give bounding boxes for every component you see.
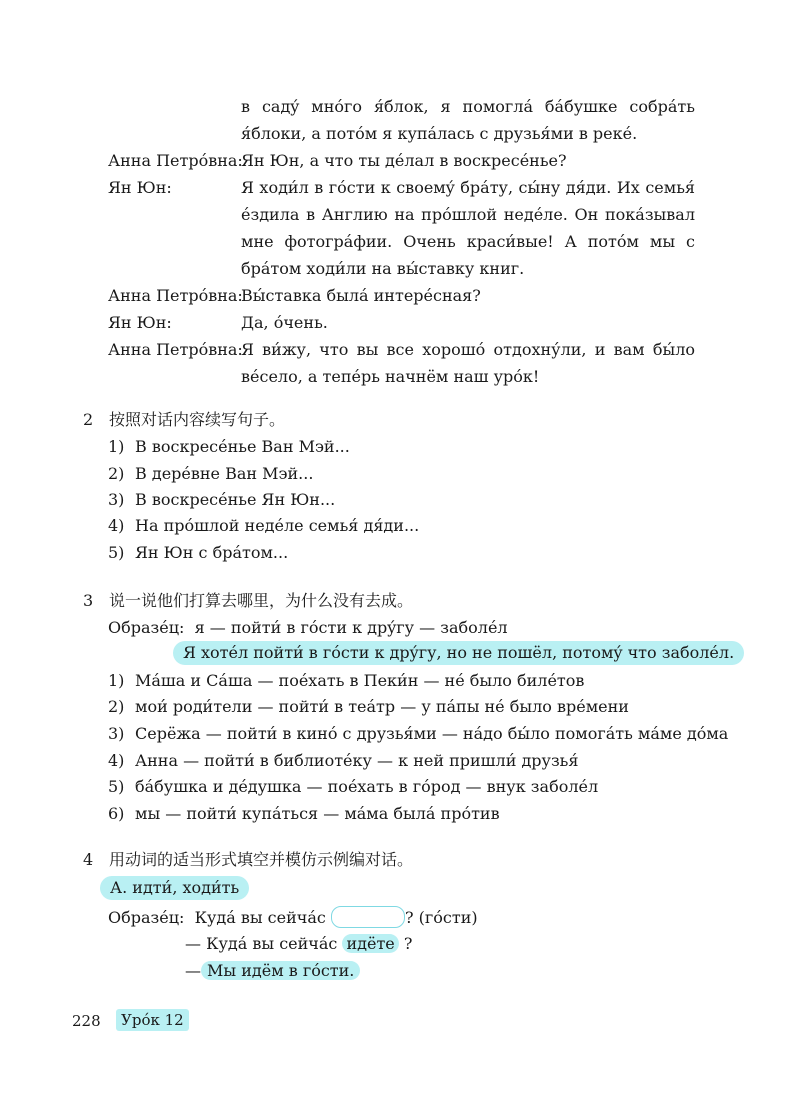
- list-item: [108, 669, 584, 693]
- exercise-number: 4: [83, 850, 94, 869]
- sample-answer: [173, 641, 744, 665]
- utterance: Я ви́жу, что вы все хорошó отдохну́ли, и вам бы́ло вéсело, а тепéрь начнём наш урóк!: [241, 340, 695, 386]
- list-item: [108, 435, 350, 459]
- sample-prompt: [108, 616, 508, 640]
- list-item: [108, 695, 629, 719]
- item-number: 6): [108, 804, 125, 823]
- item-number: 2): [108, 697, 125, 716]
- item-number: 4): [108, 751, 125, 770]
- item-text: мои́ роди́тели — пойти́ в теáтр — у пáпы нé было врéмени: [135, 697, 629, 716]
- list-item: [108, 514, 419, 538]
- item-number: 1): [108, 437, 125, 456]
- item-text: В воскресéнье Ван Мэй...: [135, 437, 350, 456]
- utterance: Ян Юн, а что ты дéлал в воскресéнье?: [241, 151, 567, 170]
- sample-text: ?: [403, 934, 413, 953]
- exercise-number: 3: [83, 591, 94, 610]
- utterance: в садý мнóго я́блок, я помоглá бáбушке собрáть я́блоки, а потóм я купáлась с друзья́ми в рекé.: [241, 97, 695, 143]
- list-item: [108, 462, 313, 486]
- exercise-instruction: 按照对话内容续写句子。: [109, 410, 286, 429]
- exercise-number: 2: [83, 410, 94, 429]
- sample-answer-text: Я хотéл пойти́ в гóсти к дрýгу, но не пошёл, потомý что заболéл.: [183, 643, 735, 662]
- item-text: В дерéвне Ван Мэй...: [135, 464, 314, 483]
- exercise-4-heading: [83, 848, 413, 872]
- sample-label: Образéц:: [108, 908, 185, 927]
- list-item: [108, 749, 578, 773]
- item-number: 1): [108, 671, 125, 690]
- item-text: На прóшлой недéле семья́ дя́ди...: [135, 516, 420, 535]
- sample-line-3: [185, 959, 360, 983]
- exercise-instruction: 用动词的适当形式填空并模仿示例编对话。: [109, 850, 414, 869]
- exercise-instruction: 说一说他们打算去哪里，为什么没有去成。: [109, 591, 414, 610]
- speaker-name: Ян Юн:: [108, 178, 172, 197]
- speaker-name: Анна Петрóвна:: [108, 151, 243, 170]
- item-number: 5): [108, 777, 125, 796]
- utterance: Я ходи́л в гóсти к своемý брáту, сы́ну дя́ди. Их семья́ éздила в Англию на прóшлой недéле. Он покáзывал мне фотогрáфии. Очень краси́вые! А потóм мы с брáтом ходи́ли на вы́ставку книг.: [241, 178, 695, 278]
- item-number: 4): [108, 516, 125, 535]
- item-text: мы — пойти́ купáться — мáма былá прóтив: [135, 804, 500, 823]
- sample-label: Образéц:: [108, 618, 185, 637]
- list-item: [108, 802, 500, 826]
- section-a-label: [100, 876, 249, 900]
- speaker-name: Анна Петрóвна:: [108, 286, 243, 305]
- item-text: Анна — пойти́ в библиотéку — к ней пришли́ друзья́: [135, 751, 579, 770]
- section-a-text: А. идти́, ходи́ть: [110, 878, 240, 897]
- sample-text: — Кудá вы сейчáс: [185, 934, 338, 953]
- sample-prompt-text: я — пойти́ в гóсти к дрýгу — заболéл: [194, 618, 508, 637]
- sample-line-1: [108, 906, 478, 930]
- speaker-name: Ян Юн:: [108, 313, 172, 332]
- exercise-2-heading: [83, 408, 285, 432]
- filled-answer: идёте: [342, 934, 398, 953]
- item-text: Ян Юн с брáтом...: [135, 543, 289, 562]
- sample-line-2: [185, 932, 412, 956]
- exercise-3-heading: [83, 589, 413, 613]
- list-item: [108, 488, 335, 512]
- list-item: [108, 722, 728, 746]
- item-text: Серёжа — пойти́ в кинó с друзья́ми — нáдо бы́ло помогáть мáме дóма: [135, 724, 729, 743]
- item-text: бáбушка и дéдушка — поéхать в гóрод — внук заболéл: [135, 777, 599, 796]
- item-number: 3): [108, 490, 125, 509]
- page-number: 228: [72, 1012, 101, 1030]
- item-text: В воскресéнье Ян Юн...: [135, 490, 336, 509]
- list-item: [108, 541, 288, 565]
- item-text: Мáша и Сáша — поéхать в Пеки́н — нé было билéтов: [135, 671, 585, 690]
- item-number: 2): [108, 464, 125, 483]
- item-number: 5): [108, 543, 125, 562]
- utterance: Вы́ставка былá интерéсная?: [241, 286, 481, 305]
- list-item: [108, 775, 598, 799]
- lesson-label: Урóк 12: [116, 1009, 189, 1031]
- sample-text: Кудá вы сейчáс: [194, 908, 326, 927]
- utterance: Да, óчень.: [241, 313, 328, 332]
- item-number: 3): [108, 724, 125, 743]
- sample-text: —: [185, 961, 201, 980]
- sample-text: ? (гóсти): [404, 908, 478, 927]
- speaker-name: Анна Петрóвна:: [108, 340, 243, 359]
- answer-blank[interactable]: [331, 906, 405, 928]
- sample-answer-text: Мы идём в гóсти.: [201, 961, 360, 980]
